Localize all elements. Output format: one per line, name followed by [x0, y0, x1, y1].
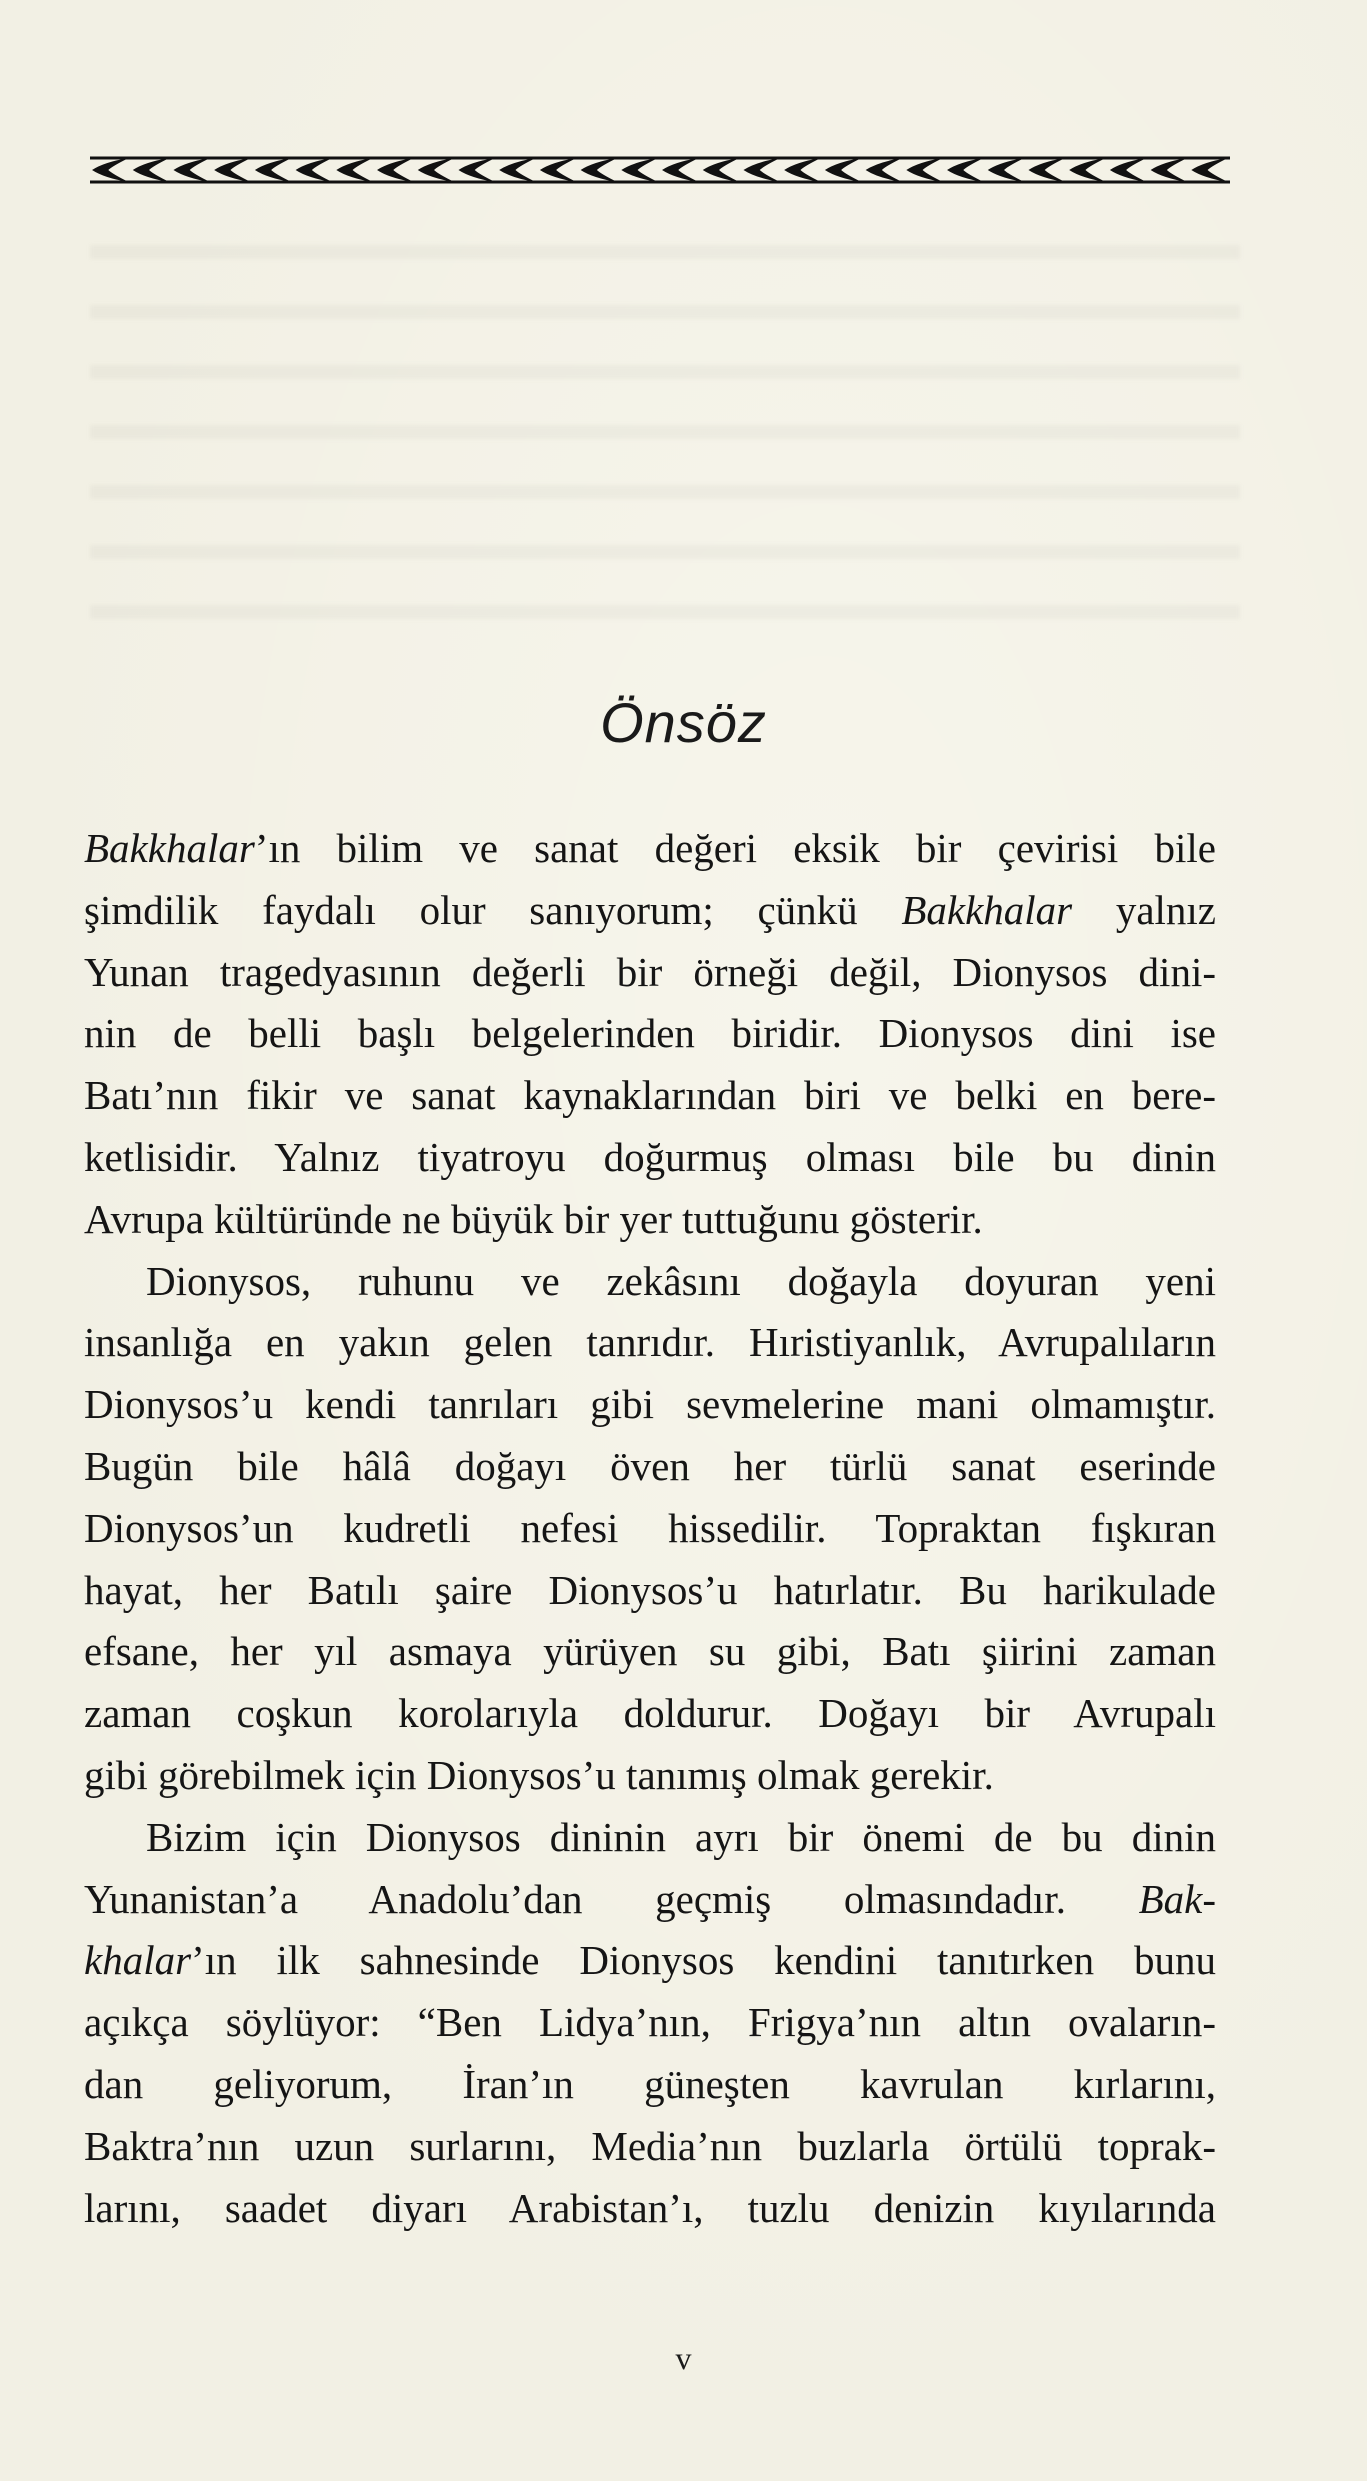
- ornament-leaf: [988, 158, 1025, 182]
- text-line: [84, 1374, 1216, 1436]
- ornament-leaf: [1110, 158, 1147, 182]
- italic-title-text: Bakkhalar: [84, 825, 255, 871]
- ornament-leaf: [743, 158, 780, 182]
- text-line: [84, 1498, 1216, 1560]
- text-run: Dionysos’u kendi tanrıları gibi sevmelerine mani olmamıştır.: [84, 1381, 1216, 1428]
- text-line: [84, 1992, 1216, 2054]
- text-run: ketlisidir. Yalnız tiyatroyu doğurmuş olması bile bu dinin: [84, 1133, 1216, 1180]
- text-line: [84, 1807, 1216, 1869]
- ornament-leaf: [92, 158, 129, 182]
- italic-title-text: Bak-: [1138, 1875, 1216, 1922]
- text-run: zaman coşkun korolarıyla doldurur. Doğayı bir Avrupalı: [84, 1690, 1216, 1737]
- ornament-leaf: [621, 158, 658, 182]
- text-run: yalnız: [1072, 886, 1216, 933]
- text-run: dan geliyorum, İran’ın güneşten kavrulan kırlarını,: [84, 2060, 1216, 2107]
- text-line: [84, 2178, 1216, 2240]
- text-run: gibi görebilmek için Dionysos’u tanımış olmak gerekir.: [84, 1751, 994, 1798]
- text-line: [84, 1251, 1216, 1313]
- text-line: [84, 880, 1216, 942]
- text-line: [84, 1436, 1216, 1498]
- text-line: [84, 818, 1216, 880]
- ornament-leaf: [866, 158, 903, 182]
- ornament-leaf: [1069, 158, 1106, 182]
- text-run: Avrupa kültüründe ne büyük bir yer tuttuğunu gösterir.: [84, 1195, 983, 1242]
- text-line: [84, 1930, 1216, 1992]
- ornament-leaf: [703, 158, 740, 182]
- text-run: efsane, her yıl asmaya yürüyen su gibi, Batı şiirini zaman: [84, 1628, 1216, 1675]
- text-line: [84, 1189, 1216, 1251]
- text-line: [84, 1869, 1216, 1931]
- ornament-leaf: [947, 158, 984, 182]
- text-line: [84, 1683, 1216, 1745]
- text-run: Bugün bile hâlâ doğayı öven her türlü sanat eserinde: [84, 1442, 1216, 1489]
- text-run: hayat, her Batılı şaire Dionysos’u hatırlatır. Bu harikulade: [84, 1566, 1216, 1613]
- text-line: [84, 1560, 1216, 1622]
- text-run: Baktra’nın uzun surlarını, Media’nın buzlarla örtülü toprak-: [84, 2122, 1216, 2169]
- ornamental-rule: [90, 150, 1230, 190]
- text-run: Yunan tragedyasının değerli bir örneği değil, Dionysos dini-: [84, 948, 1216, 995]
- ornament-leaf: [1151, 158, 1188, 182]
- text-run: larını, saadet diyarı Arabistan’ı, tuzlu denizin kıyılarında: [84, 2184, 1216, 2231]
- ornament-leaf: [1191, 158, 1228, 182]
- ornament-leaf: [784, 158, 821, 182]
- ornament-leaf: [255, 158, 292, 182]
- ornament-leaf: [1028, 158, 1065, 182]
- body-text: [84, 818, 1216, 2239]
- text-run: Bizim için Dionysos dininin ayrı bir önemi de bu dinin: [146, 1813, 1216, 1860]
- text-line: [84, 1127, 1216, 1189]
- text-line: [84, 1621, 1216, 1683]
- text-run: Dionysos, ruhunu ve zekâsını doğayla doyuran yeni: [146, 1257, 1216, 1304]
- ornament-leaf: [499, 158, 536, 182]
- ornament-leaf: [662, 158, 699, 182]
- text-line: [84, 942, 1216, 1004]
- text-line: [84, 2054, 1216, 2116]
- ornament-leaf: [296, 158, 333, 182]
- text-run: şimdilik faydalı olur sanıyorum; çünkü: [84, 886, 902, 933]
- italic-title-text: Bakkhalar: [901, 886, 1073, 933]
- text-run: ’ın ilk sahnesinde Dionysos kendini tanıtırken bunu: [191, 1937, 1216, 1984]
- ornament-leaf: [173, 158, 210, 182]
- text-line: [84, 2116, 1216, 2178]
- ornament-leaf: [825, 158, 862, 182]
- text-run: ’ın bilim ve sanat değeri eksik bir çevirisi bile: [254, 825, 1216, 871]
- bleed-through-text: [90, 215, 1240, 635]
- ornament-leaf: [214, 158, 251, 182]
- page-number: v: [675, 2340, 692, 2376]
- text-run: Batı’nın fikir ve sanat kaynaklarından biri ve belki en bere-: [84, 1072, 1216, 1119]
- italic-title-text: khalar: [84, 1937, 192, 1984]
- text-run: açıkça söylüyor: “Ben Lidya’nın, Frigya’nın altın ovaların-: [84, 1999, 1216, 2046]
- ornament-leaf: [581, 158, 618, 182]
- ornament-leaf: [906, 158, 943, 182]
- ornament-leaf: [377, 158, 414, 182]
- text-line: [84, 1745, 1216, 1807]
- text-run: Dionysos’un kudretli nefesi hissedilir. Topraktan fışkıran: [84, 1504, 1216, 1551]
- text-line: [84, 1065, 1216, 1127]
- text-line: [84, 1312, 1216, 1374]
- chapter-title: Önsöz: [600, 691, 767, 754]
- ornament-leaf: [133, 158, 170, 182]
- ornament-leaf: [336, 158, 373, 182]
- text-line: [84, 1003, 1216, 1065]
- text-run: Yunanistan’a Anadolu’dan geçmiş olmasındadır.: [84, 1875, 1139, 1922]
- ornament-leaf: [418, 158, 455, 182]
- ornament-leaf: [458, 158, 495, 182]
- ornament-leaf: [540, 158, 577, 182]
- text-run: insanlığa en yakın gelen tanrıdır. Hıristiyanlık, Avrupalıların: [84, 1319, 1216, 1366]
- text-run: nin de belli başlı belgelerinden biridir. Dionysos dini ise: [84, 1010, 1216, 1057]
